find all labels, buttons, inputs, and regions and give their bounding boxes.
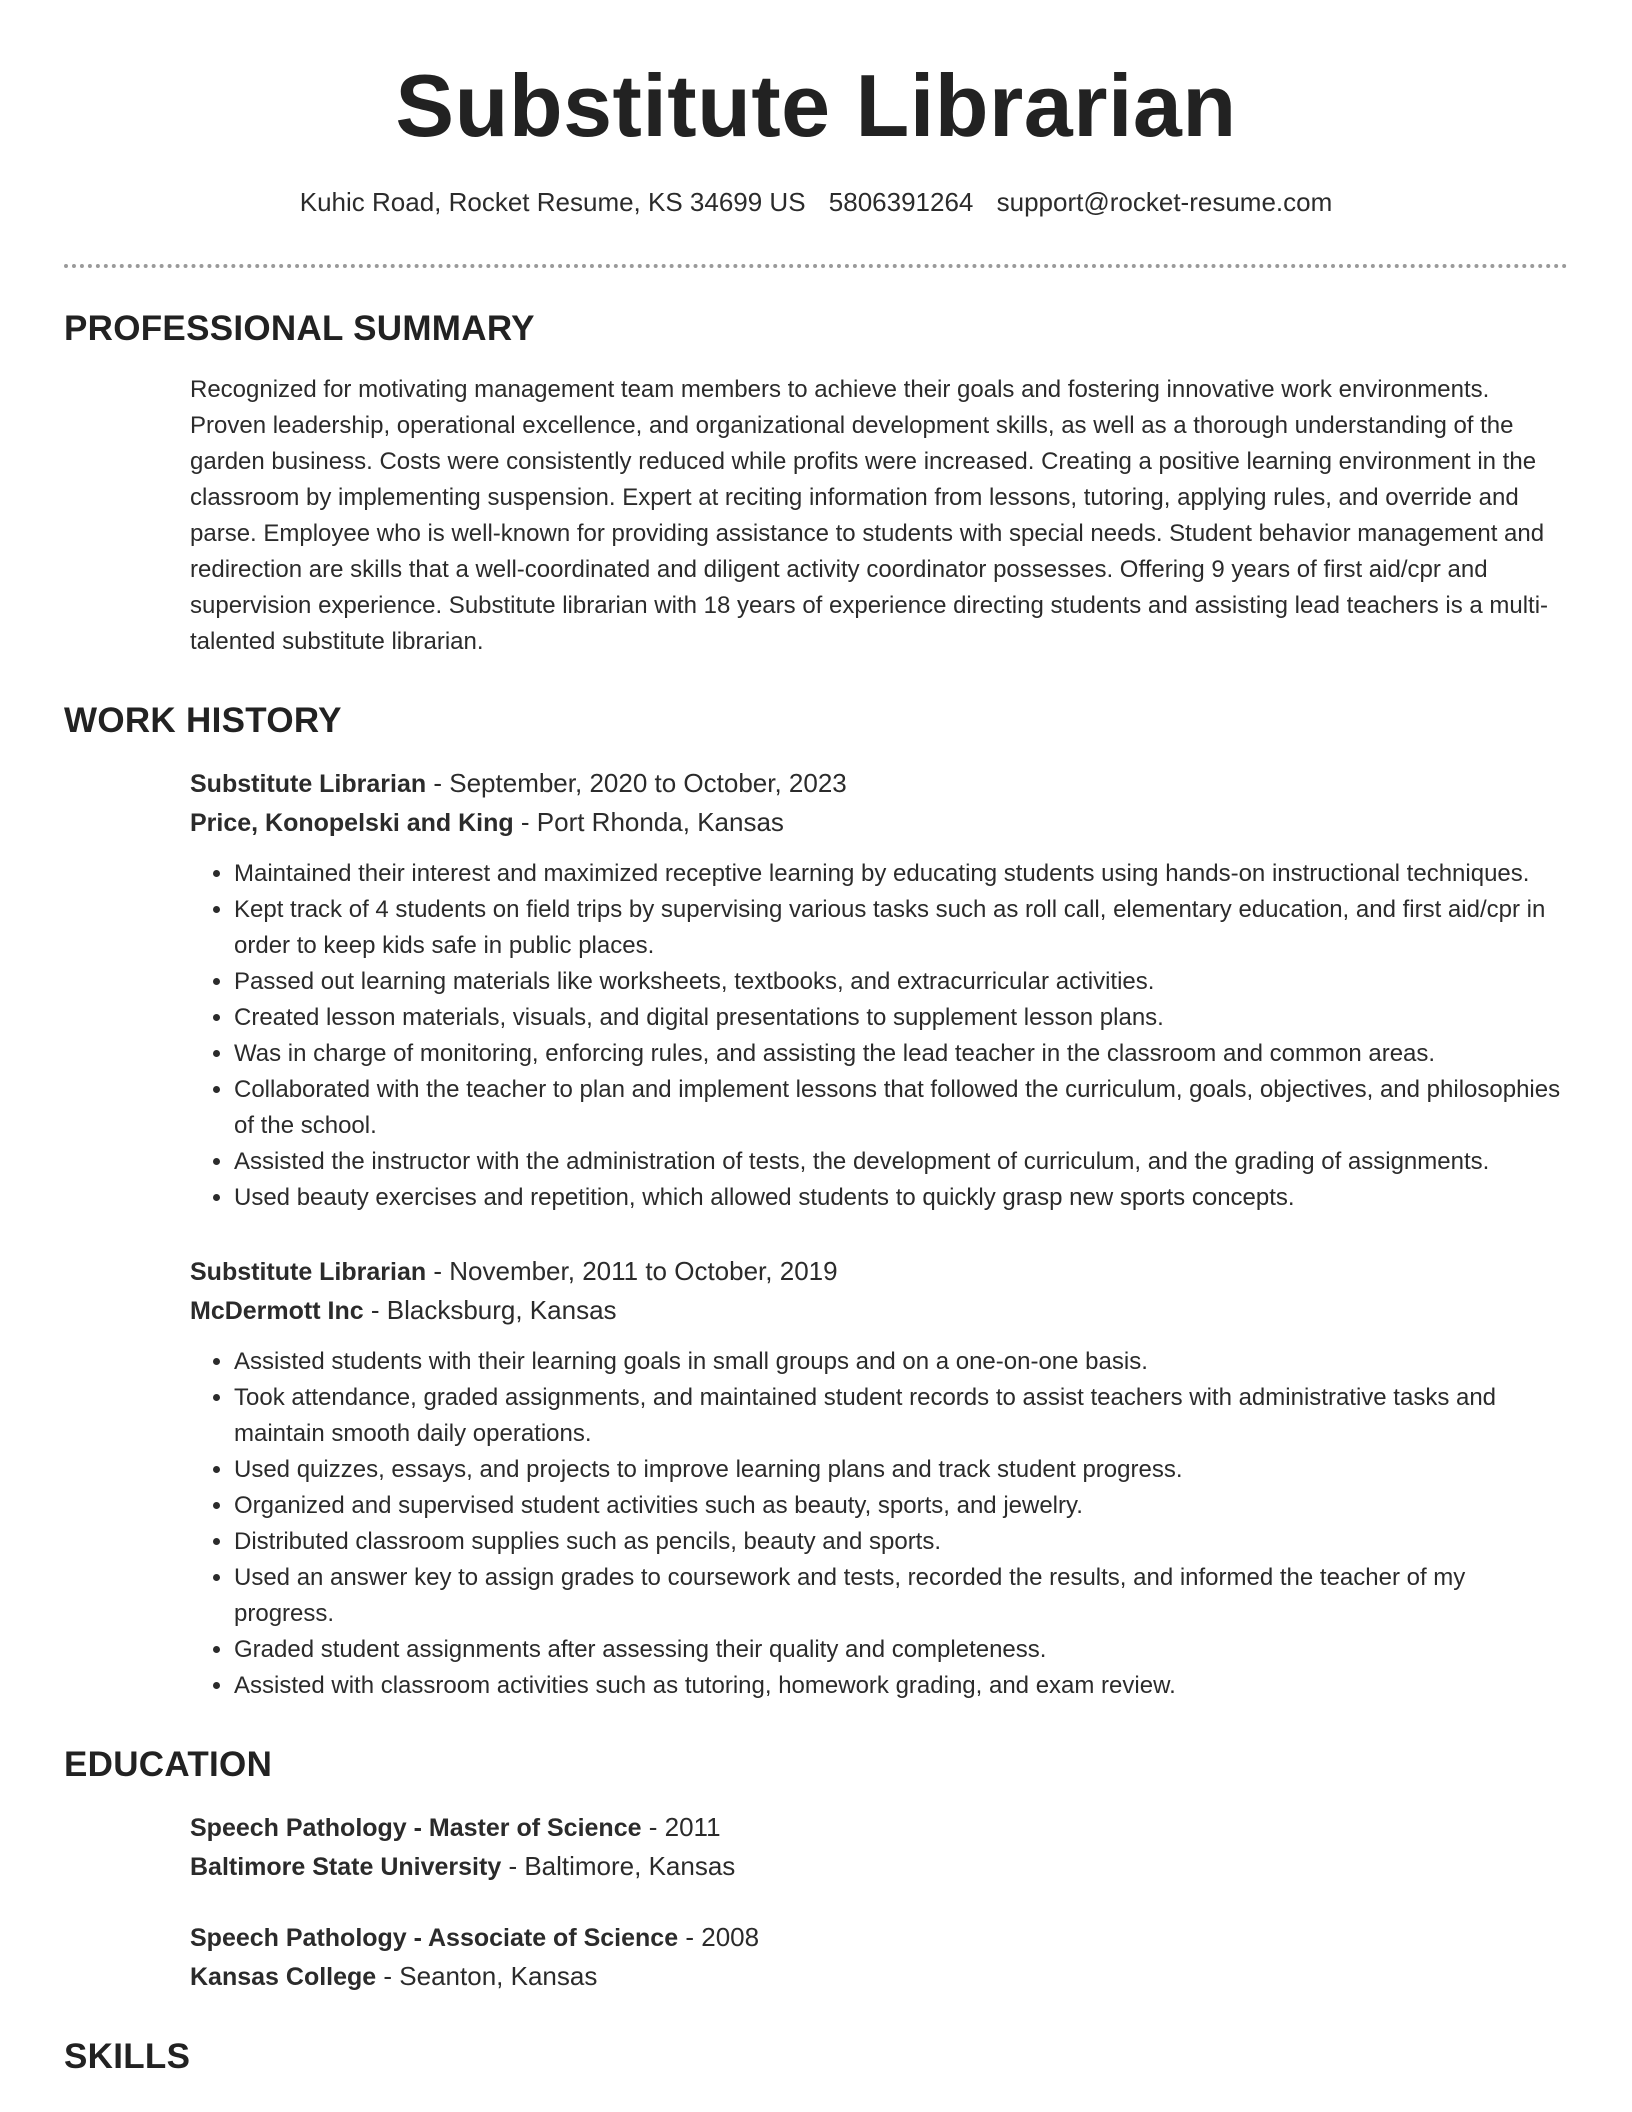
job-bullet: • Kept track of 4 students on field trips by supervising various tasks such as roll call, elementary education, and first aid/cpr in order to keep kids safe in public places.: [234, 892, 1568, 964]
contact-address: Kuhic Road, Rocket Resume, KS 34699 US: [299, 187, 806, 217]
job-location: - Port Rhonda, Kansas: [513, 807, 784, 837]
contact-email: support@rocket-resume.com: [996, 187, 1333, 217]
education-entry: [190, 1808, 1568, 1886]
summary-text: Recognized for motivating management team members to achieve their goals and fostering innovative work environments. Proven leadership, operational excellence, and organizational development skills, as well as a thorough understanding of the garden business. Costs were consistently reduced while profits were increased. Creating a positive learning environment in the classroom by implementing suspension. Expert at reciting information from lessons, tutoring, applying rules, and override and parse. Employee who is well-known for providing assistance to students with special needs. Student behavior management and redirection are skills that a well-coordinated and diligent activity coordinator possesses. Offering 9 years of first aid/cpr and supervision experience. Substitute librarian with 18 years of experience directing students and assisting lead teachers is a multi-talented substitute librarian.: [190, 376, 1549, 655]
education-degree: Speech Pathology - Associate of Science: [190, 1924, 679, 1952]
job-bullet: • Organized and supervised student activities such as beauty, sports, and jewelry.: [234, 1488, 1568, 1524]
job-bullet: • Distributed classroom supplies such as pencils, beauty and sports.: [234, 1524, 1568, 1560]
job-bullet: • Used an answer key to assign grades to coursework and tests, recorded the results, and informed the teacher of my progress.: [234, 1560, 1568, 1632]
education-school-line: [190, 1847, 1568, 1886]
job-title-line: [190, 1252, 1568, 1291]
skills-section: [64, 2036, 1568, 2078]
job-bullet: • Created lesson materials, visuals, and digital presentations to supplement lesson plans.: [234, 1000, 1568, 1036]
job-entry: [190, 1252, 1568, 1704]
education-school: Baltimore State University: [190, 1853, 502, 1881]
work-history-section: [64, 700, 1568, 1704]
job-company: McDermott Inc: [190, 1297, 364, 1325]
job-company-line: [190, 1291, 1568, 1330]
job-dates: - September, 2020 to October, 2023: [426, 768, 847, 798]
job-bullet: • Used beauty exercises and repetition, which allowed students to quickly grasp new sports concepts.: [234, 1180, 1568, 1216]
education-degree-line: [190, 1808, 1568, 1847]
education-location: - Baltimore, Kansas: [501, 1851, 736, 1881]
resume-name: Substitute Librarian: [395, 56, 1237, 155]
job-dates: - November, 2011 to October, 2019: [426, 1256, 838, 1286]
job-bullet: • Maintained their interest and maximized receptive learning by educating students using hands-on instructional techniques.: [234, 856, 1568, 892]
job-company-line: [190, 803, 1568, 842]
job-bullet: • Graded student assignments after assessing their quality and completeness.: [234, 1632, 1568, 1668]
education-degree-line: [190, 1918, 1568, 1957]
job-bullet: • Was in charge of monitoring, enforcing rules, and assisting the lead teacher in the classroom and common areas.: [234, 1036, 1568, 1072]
education-school-line: [190, 1957, 1568, 1996]
education-section: [64, 1744, 1568, 1996]
skills-heading: SKILLS: [64, 2037, 191, 2076]
job-title-line: [190, 764, 1568, 803]
job-location: - Blacksburg, Kansas: [363, 1295, 617, 1325]
education-year: - 2011: [641, 1812, 721, 1842]
job-role: Substitute Librarian: [190, 770, 427, 798]
job-bullet: • Assisted the instructor with the administration of tests, the development of curriculum, and the grading of assignments.: [234, 1144, 1568, 1180]
job-bullet: • Assisted students with their learning goals in small groups and on a one-on-one basis.: [234, 1344, 1568, 1380]
contact-line: [64, 184, 1568, 220]
job-bullet: • Passed out learning materials like worksheets, textbooks, and extracurricular activities.: [234, 964, 1568, 1000]
education-degree: Speech Pathology - Master of Science: [190, 1814, 642, 1842]
resume-header: [64, 0, 1568, 220]
job-entry: [190, 764, 1568, 1216]
work-history-heading: WORK HISTORY: [64, 701, 342, 740]
job-bullet: • Took attendance, graded assignments, and maintained student records to assist teachers with administrative tasks and maintain smooth daily operations.: [234, 1380, 1568, 1452]
job-bullet: • Collaborated with the teacher to plan and implement lessons that followed the curriculum, goals, objectives, and philosophies of the school.: [234, 1072, 1568, 1144]
education-year: - 2008: [678, 1922, 760, 1952]
header-divider: [64, 264, 1568, 268]
education-entry: [190, 1918, 1568, 1996]
job-role: Substitute Librarian: [190, 1258, 427, 1286]
education-heading: EDUCATION: [64, 1745, 273, 1784]
summary-section: [64, 308, 1568, 660]
job-company: Price, Konopelski and King: [190, 809, 514, 837]
job-bullet: • Used quizzes, essays, and projects to improve learning plans and track student progress.: [234, 1452, 1568, 1488]
job-bullets: [190, 1344, 1568, 1704]
education-school: Kansas College: [190, 1963, 377, 1991]
job-bullet: • Assisted with classroom activities such as tutoring, homework grading, and exam review.: [234, 1668, 1568, 1704]
job-bullets: [190, 856, 1568, 1216]
summary-heading: PROFESSIONAL SUMMARY: [64, 309, 535, 348]
education-location: - Seanton, Kansas: [376, 1961, 598, 1991]
contact-phone: 5806391264: [828, 187, 974, 217]
